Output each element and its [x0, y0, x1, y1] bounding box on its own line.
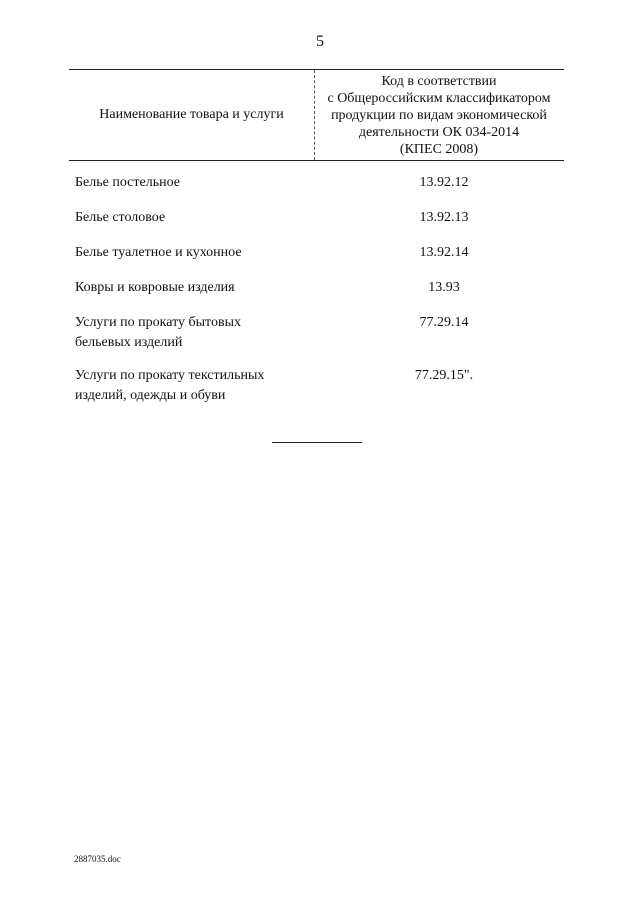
header-code-line: Код в соответствии — [381, 73, 497, 89]
row-name-line: бельевых изделий — [75, 335, 183, 350]
row-code: 13.92.14 — [419, 245, 469, 260]
footer-file-name: 2887035.doc — [74, 854, 121, 864]
row-name — [69, 313, 314, 353]
row-code: 13.92.13 — [419, 210, 469, 225]
row-code: 13.92.12 — [419, 175, 469, 190]
row-name — [69, 243, 314, 263]
table-row — [69, 278, 564, 298]
page-number: 5 — [316, 33, 324, 50]
table-row — [69, 173, 564, 193]
header-code-line: с Общероссийским классификатором — [327, 90, 551, 106]
row-name-line: Белье туалетное и кухонное — [75, 245, 242, 260]
row-name — [69, 208, 314, 228]
header-code-text — [327, 73, 550, 158]
row-code: 77.29.14 — [419, 315, 469, 330]
header-name-column: Наименование товара и услуги — [99, 107, 284, 122]
table-header — [69, 69, 564, 161]
row-code: 77.29.15". — [414, 368, 474, 383]
row-code: 13.93 — [428, 280, 460, 295]
table-row — [69, 366, 564, 406]
table-body — [69, 173, 564, 406]
table-row — [69, 208, 564, 228]
row-name-line: Услуги по прокату бытовых — [75, 315, 242, 330]
header-code-line: деятельности ОК 034-2014 — [358, 124, 520, 140]
row-name-line: изделий, одежды и обуви — [75, 388, 226, 403]
row-name-line: Услуги по прокату текстильных — [75, 368, 265, 383]
table-row — [69, 313, 564, 353]
classifier-table — [69, 69, 564, 403]
row-name — [69, 173, 314, 193]
header-code-column — [314, 70, 564, 160]
table-row — [69, 243, 564, 263]
row-name — [69, 278, 314, 298]
row-name-line: Белье постельное — [75, 175, 180, 190]
row-name — [69, 366, 314, 406]
header-code-line: продукции по видам экономической — [331, 107, 547, 123]
row-name-line: Ковры и ковровые изделия — [75, 280, 235, 295]
header-code-line: (КПЕС 2008) — [399, 141, 479, 157]
row-name-line: Белье столовое — [75, 210, 166, 225]
end-separator-line — [272, 442, 362, 443]
